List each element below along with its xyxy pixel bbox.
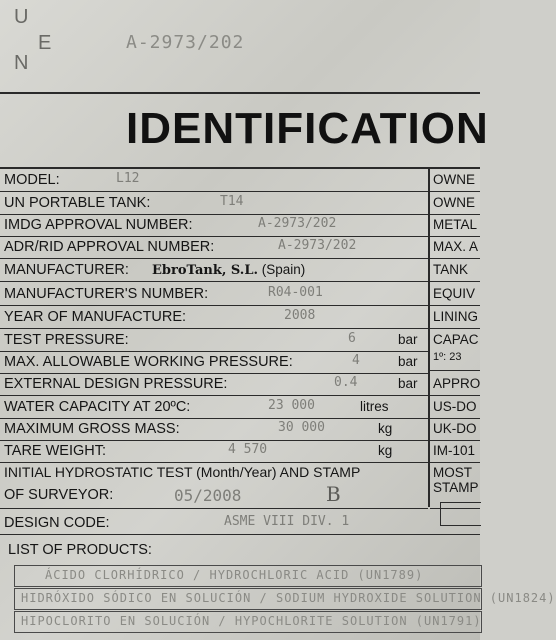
field-label: MODEL:: [4, 172, 60, 188]
field-value: 6: [348, 331, 356, 346]
field-label: UN PORTABLE TANK:: [4, 195, 151, 211]
field-value: 23 000: [268, 398, 315, 413]
field-value: ASME VIII DIV. 1: [224, 514, 350, 529]
field-test-pressure: [0, 329, 428, 352]
right-cell-equiv: EQUIV: [430, 283, 480, 306]
header-letter-n: N: [14, 52, 31, 74]
hydro-label-line2: OF SURVEYOR:: [4, 487, 114, 503]
field-model: [0, 169, 428, 192]
field-unit: bar: [398, 332, 418, 347]
hydro-label-line1: INITIAL HYDROSTATIC TEST (Month/Year) AND STAMP: [4, 464, 361, 480]
field-tare-weight: [0, 440, 428, 463]
right-cell-capacity-value: 1º: 23: [430, 348, 480, 371]
right-cell-capacity: CAPAC: [433, 332, 479, 347]
field-label: MANUFACTURER'S NUMBER:: [4, 286, 209, 302]
header-letter-u: U: [14, 6, 31, 28]
field-year-of-manufacture: [0, 306, 428, 329]
field-label: YEAR OF MANUFACTURE:: [4, 309, 187, 325]
product-row: [14, 588, 556, 610]
field-value: A-2973/202: [278, 238, 357, 253]
field-value: L12: [116, 171, 140, 186]
product-text: HIDRÓXIDO SÓDICO EN SOLUCIÓN / SODIUM HYDROXIDE SOLUTION (UN1824): [21, 591, 556, 605]
field-hydrostatic-test: [0, 462, 428, 509]
field-manufacturer-number: [0, 283, 428, 306]
field-value: 30 000: [278, 420, 325, 435]
right-cell-uk-dot: UK-DO: [430, 418, 480, 441]
field-unit: litres: [360, 399, 389, 414]
right-cell-owner-1: OWNE: [430, 169, 480, 192]
field-value: 4 570: [228, 442, 268, 457]
field-max-working-pressure: [0, 351, 428, 374]
right-cell-us-dot: US-DO: [430, 396, 480, 419]
right-cell-lining: LINING: [430, 306, 480, 329]
right-cell-approval: APPRO: [430, 373, 480, 396]
field-label: EXTERNAL DESIGN PRESSURE:: [4, 376, 228, 392]
page-title: IDENTIFICATION: [126, 104, 489, 153]
field-value: T14: [220, 194, 244, 209]
manufacturer-name: [152, 262, 305, 278]
field-un-portable-tank: [0, 192, 428, 215]
field-label: MAX. ALLOWABLE WORKING PRESSURE:: [4, 354, 293, 370]
field-design-code: [0, 512, 480, 535]
field-label: TARE WEIGHT:: [4, 443, 107, 459]
field-value: 2008: [284, 308, 316, 323]
product-row: [14, 611, 482, 633]
product-text: HIPOCLORITO EN SOLUCIÓN / HYPOCHLORITE SOLUTION (UN1791): [21, 614, 482, 628]
field-value: 4: [352, 353, 360, 368]
field-max-gross-mass: [0, 418, 428, 441]
field-adr-rid-approval: [0, 236, 428, 259]
top-border: [0, 92, 480, 94]
manufacturer-country: (Spain): [261, 262, 306, 277]
field-external-design-pressure: [0, 373, 428, 396]
field-value: A-2973/202: [258, 216, 337, 231]
field-unit: bar: [398, 354, 418, 369]
right-cell-metal: METAL: [430, 214, 480, 237]
right-stamp-box: [440, 502, 481, 526]
field-label: MANUFACTURER:: [4, 262, 129, 278]
manufacturer-name-text: EbroTank, S.L.: [152, 263, 258, 278]
right-cell-tank: TANK: [430, 259, 480, 282]
field-unit: bar: [398, 376, 418, 391]
field-label: ADR/RID APPROVAL NUMBER:: [4, 239, 215, 255]
header-stamp-code: A-2973/202: [126, 32, 245, 53]
field-unit: kg: [378, 421, 393, 436]
right-cell-owner-2: OWNE: [430, 192, 480, 215]
field-label: TEST PRESSURE:: [4, 332, 129, 348]
field-manufacturer: [0, 259, 428, 282]
field-label: DESIGN CODE:: [4, 515, 110, 531]
right-cell-max: MAX. A: [430, 236, 480, 259]
field-imdg-approval: [0, 214, 428, 237]
right-cell-most-stamp: MOST STAMP: [430, 462, 480, 509]
header-letter-e: E: [38, 32, 54, 54]
product-row: [14, 565, 482, 587]
field-value: R04-001: [268, 285, 323, 300]
field-label: MAXIMUM GROSS MASS:: [4, 421, 180, 437]
field-value: 0.4: [334, 375, 358, 390]
products-label: LIST OF PRODUCTS:: [8, 542, 152, 558]
field-unit: kg: [378, 443, 393, 458]
right-cell-im101: IM-101: [430, 440, 480, 463]
field-label: WATER CAPACITY AT 20ºC:: [4, 399, 191, 415]
product-text: ÁCIDO CLORHÍDRICO / HYDROCHLORIC ACID (UN1789): [45, 568, 424, 582]
field-water-capacity: [0, 396, 428, 419]
field-label: IMDG APPROVAL NUMBER:: [4, 217, 193, 233]
hydro-value: 05/2008: [174, 486, 242, 505]
surveyor-stamp: B: [326, 482, 341, 506]
